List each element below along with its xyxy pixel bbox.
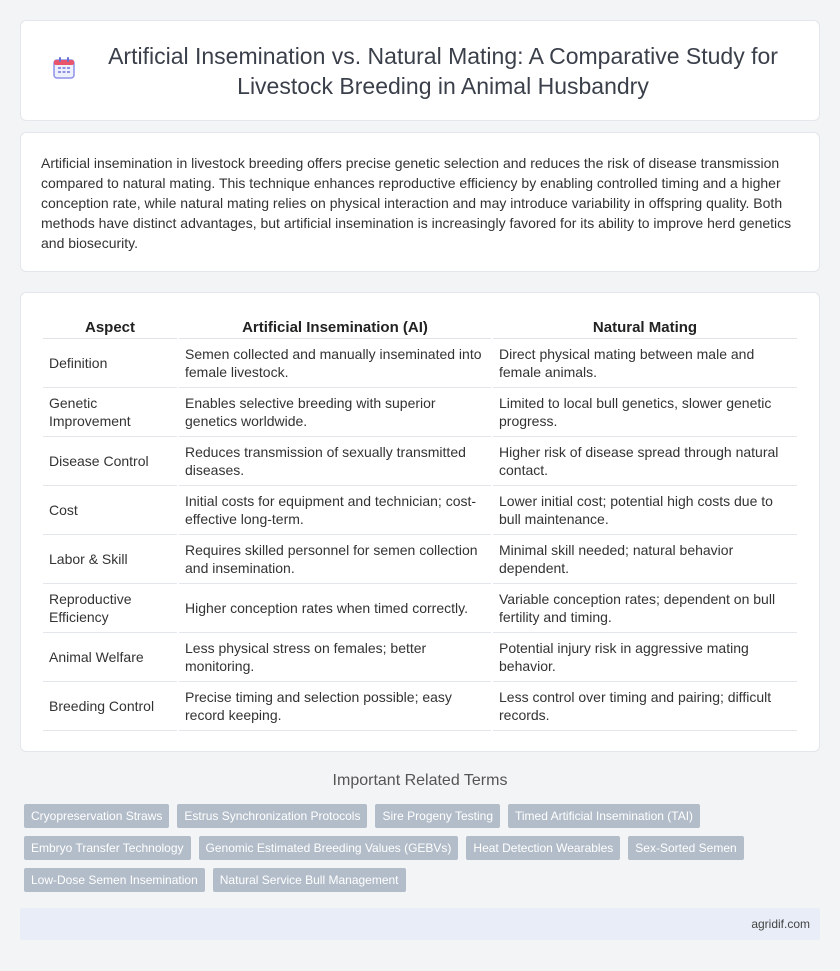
related-term-tag[interactable]: Low-Dose Semen Insemination [24, 868, 205, 892]
related-term-tag[interactable]: Estrus Synchronization Protocols [177, 804, 367, 828]
cell-aspect: Cost [43, 486, 177, 535]
cell-natural: Limited to local bull genetics, slower genetic progress. [493, 388, 797, 437]
cell-natural: Less control over timing and pairing; difficult records. [493, 682, 797, 731]
column-header-ai: Artificial Insemination (AI) [179, 313, 491, 339]
cell-ai: Requires skilled personnel for semen collection and insemination. [179, 535, 491, 584]
table-row [43, 633, 797, 682]
cell-aspect: Disease Control [43, 437, 177, 486]
tag-row [24, 836, 824, 860]
cell-ai: Initial costs for equipment and technician; cost-effective long-term. [179, 486, 491, 535]
cell-aspect: Labor & Skill [43, 535, 177, 584]
related-term-tag[interactable]: Embryo Transfer Technology [24, 836, 191, 860]
cell-ai: Reduces transmission of sexually transmitted diseases. [179, 437, 491, 486]
table-header-row [43, 313, 797, 339]
cell-aspect: Reproductive Efficiency [43, 584, 177, 633]
cell-natural: Higher risk of disease spread through natural contact. [493, 437, 797, 486]
table-row [43, 437, 797, 486]
cell-natural: Minimal skill needed; natural behavior dependent. [493, 535, 797, 584]
comparison-table [41, 313, 799, 731]
column-header-aspect: Aspect [43, 313, 177, 339]
cell-natural: Direct physical mating between male and female animals. [493, 339, 797, 388]
cell-ai: Higher conception rates when timed correctly. [179, 584, 491, 633]
header-card [20, 20, 820, 121]
related-term-tag[interactable]: Heat Detection Wearables [466, 836, 620, 860]
table-row [43, 388, 797, 437]
cell-ai: Semen collected and manually inseminated into female livestock. [179, 339, 491, 388]
cell-ai: Less physical stress on females; better monitoring. [179, 633, 491, 682]
column-header-natural: Natural Mating [493, 313, 797, 339]
related-terms-title: Important Related Terms [332, 772, 508, 789]
table-row [43, 535, 797, 584]
intro-card [20, 132, 820, 272]
tag-row [24, 868, 824, 892]
footer [20, 908, 820, 940]
page-title: Artificial Insemination vs. Natural Mating: A Comparative Study for Livestock Breeding in Animal Husbandry [108, 42, 778, 99]
table-row [43, 682, 797, 731]
cell-ai: Enables selective breeding with superior genetics worldwide. [179, 388, 491, 437]
calendar-icon [51, 55, 77, 81]
cell-natural: Lower initial cost; potential high costs due to bull maintenance. [493, 486, 797, 535]
related-term-tag[interactable]: Cryopreservation Straws [24, 804, 169, 828]
table-row [43, 339, 797, 388]
tag-row [24, 804, 824, 828]
cell-aspect: Breeding Control [43, 682, 177, 731]
footer-site-link[interactable]: agridif.com [751, 917, 810, 931]
table-row [43, 584, 797, 633]
related-term-tag[interactable]: Genomic Estimated Breeding Values (GEBVs) [199, 836, 459, 860]
intro-paragraph: Artificial insemination in livestock breeding offers precise genetic selection and reduces the risk of disease transmission compared to natural mating. This technique enhances reproductive efficiency by enabling controlled timing and a higher conception rate, while natural mating relies on physical interaction and may introduce variability in offspring quality. Both methods have distinct advantages, but artificial insemination is increasingly favored for its ability to improve herd genetics and biosecurity. [41, 155, 792, 251]
cell-ai: Precise timing and selection possible; easy record keeping. [179, 682, 491, 731]
related-term-tag[interactable]: Timed Artificial Insemination (TAI) [508, 804, 700, 828]
cell-aspect: Animal Welfare [43, 633, 177, 682]
related-terms-tags [24, 804, 824, 900]
related-term-tag[interactable]: Natural Service Bull Management [213, 868, 406, 892]
cell-aspect: Definition [43, 339, 177, 388]
related-term-tag[interactable]: Sire Progeny Testing [375, 804, 500, 828]
cell-natural: Variable conception rates; dependent on bull fertility and timing. [493, 584, 797, 633]
cell-aspect: Genetic Improvement [43, 388, 177, 437]
comparison-table-card [20, 292, 820, 752]
cell-natural: Potential injury risk in aggressive mating behavior. [493, 633, 797, 682]
related-term-tag[interactable]: Sex-Sorted Semen [628, 836, 743, 860]
table-row [43, 486, 797, 535]
